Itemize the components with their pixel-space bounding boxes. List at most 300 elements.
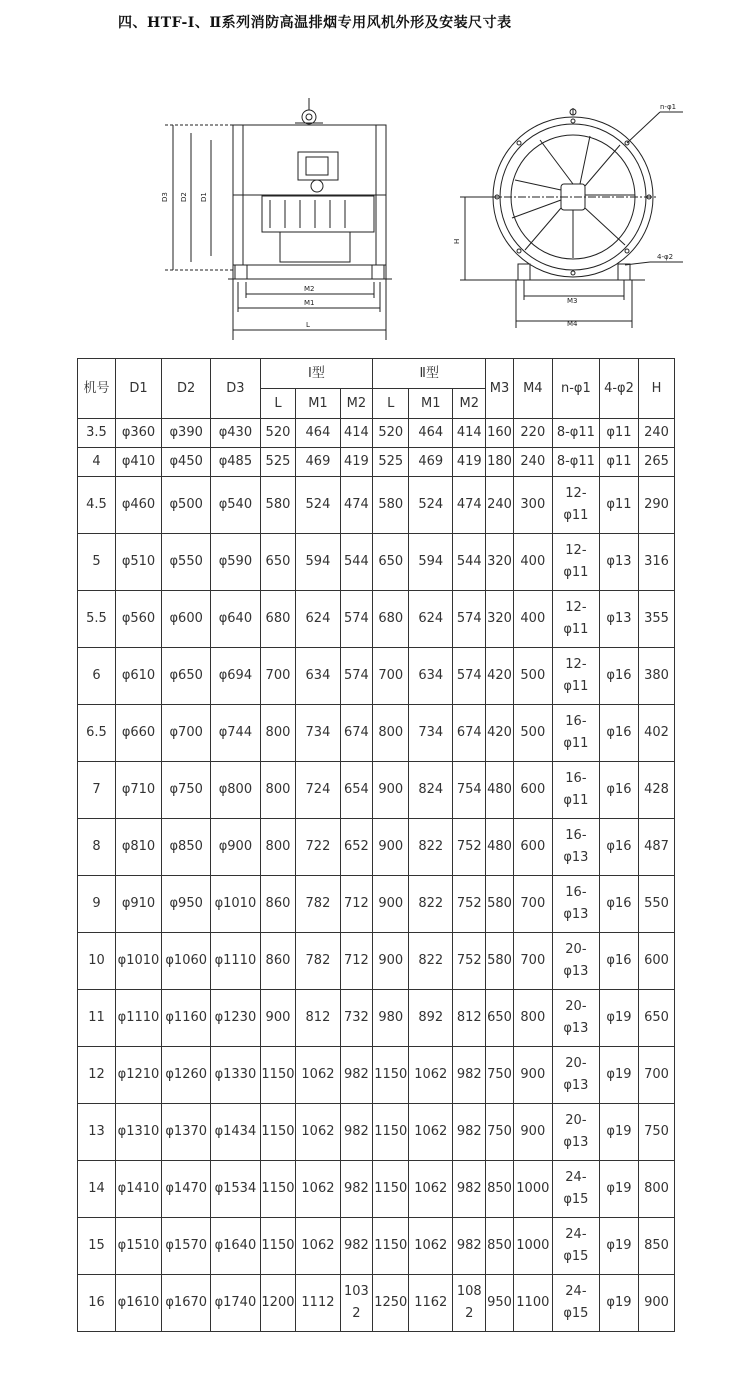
cell-m1a: 734: [296, 705, 340, 762]
cell-m3: 420: [486, 648, 514, 705]
cell-no: 4.5: [78, 477, 116, 534]
cell-m3: 320: [486, 534, 514, 591]
cell-m2a: 654: [340, 762, 373, 819]
cell-n: [552, 933, 599, 990]
cell-d2: φ1060: [162, 933, 211, 990]
cell-n-phi1-diameter: φ11: [563, 679, 589, 694]
table-row: [78, 819, 675, 876]
cell-d1: φ610: [115, 648, 161, 705]
cell-m3: 180: [486, 448, 514, 477]
cell-m1b: 524: [409, 477, 453, 534]
header-h: H: [638, 359, 674, 419]
cell-p2: φ19: [599, 1104, 638, 1161]
cell-n: [552, 419, 599, 448]
cell-n: [552, 819, 599, 876]
cell-d1: φ360: [115, 419, 161, 448]
fan-dimension-drawing: [0, 0, 740, 352]
cell-n-phi1-count: 20-: [565, 999, 587, 1014]
cell-l1: 1150: [260, 1161, 296, 1218]
cell-d1: φ1510: [115, 1218, 161, 1275]
cell-l2: 900: [373, 819, 409, 876]
side-d3-label: D3: [161, 192, 169, 202]
cell-d1: φ660: [115, 705, 161, 762]
cell-m2b: 812: [453, 990, 486, 1047]
cell-h: 900: [638, 1275, 674, 1332]
cell-m3: 750: [486, 1047, 514, 1104]
cell-m4: 220: [513, 419, 552, 448]
cell-n: [552, 1047, 599, 1104]
cell-n-phi1-count: 16-: [565, 828, 587, 843]
cell-n-phi1-count: 20-: [565, 1056, 587, 1071]
cell-n-phi1-diameter: φ13: [563, 850, 589, 865]
table-row: [78, 419, 675, 448]
cell-d1: φ560: [115, 591, 161, 648]
cell-h: 290: [638, 477, 674, 534]
cell-d3: φ744: [211, 705, 260, 762]
cell-d3: φ1330: [211, 1047, 260, 1104]
cell-n-phi1-count: 12-: [565, 657, 587, 672]
cell-m1a: 469: [296, 448, 340, 477]
cell-m2b: 754: [453, 762, 486, 819]
cell-l2: 525: [373, 448, 409, 477]
cell-n: [552, 705, 599, 762]
cell-m1a: 782: [296, 876, 340, 933]
cell-h: 380: [638, 648, 674, 705]
cell-d3: φ900: [211, 819, 260, 876]
cell-l1: 525: [260, 448, 296, 477]
cell-d2: φ750: [162, 762, 211, 819]
cell-l2: 580: [373, 477, 409, 534]
table-row: [78, 1047, 675, 1104]
front-m4-label: M4: [567, 320, 578, 328]
cell-m2a: 652: [340, 819, 373, 876]
header-type1-m1: M1: [296, 389, 340, 419]
cell-p2: φ16: [599, 933, 638, 990]
cell-m2a: 674: [340, 705, 373, 762]
cell-p2: φ11: [599, 448, 638, 477]
cell-l1: 860: [260, 876, 296, 933]
cell-l2: 900: [373, 933, 409, 990]
cell-p2: φ19: [599, 990, 638, 1047]
cell-n-phi1-diameter: φ15: [563, 1249, 589, 1264]
cell-l2: 680: [373, 591, 409, 648]
cell-m1a: 782: [296, 933, 340, 990]
cell-m1a: 1062: [296, 1218, 340, 1275]
cell-m2a: 544: [340, 534, 373, 591]
side-l-label: L: [306, 321, 310, 329]
cell-m1a: 524: [296, 477, 340, 534]
cell-n-phi1-diameter: φ11: [563, 622, 589, 637]
cell-d1: φ1210: [115, 1047, 161, 1104]
cell-m1a: 634: [296, 648, 340, 705]
table-row: [78, 477, 675, 534]
table-row: [78, 705, 675, 762]
cell-d1: φ1010: [115, 933, 161, 990]
cell-n-phi1-count: 16-: [565, 885, 587, 900]
cell-m4: 600: [513, 819, 552, 876]
cell-l1: 700: [260, 648, 296, 705]
header-d1: D1: [115, 359, 161, 419]
cell-d3: φ430: [211, 419, 260, 448]
cell-m4: 400: [513, 534, 552, 591]
cell-m1a: 722: [296, 819, 340, 876]
cell-l1: 860: [260, 933, 296, 990]
cell-n-phi1-count: 16-: [565, 771, 587, 786]
side-m2-label: M2: [304, 285, 315, 293]
cell-l2: 800: [373, 705, 409, 762]
cell-m1b: 892: [409, 990, 453, 1047]
cell-p2: φ16: [599, 819, 638, 876]
cell-n: [552, 762, 599, 819]
cell-p2: φ19: [599, 1161, 638, 1218]
cell-d2: φ550: [162, 534, 211, 591]
cell-n-phi1-count: 8-φ11: [556, 454, 595, 469]
cell-no: 4: [78, 448, 116, 477]
cell-no: 11: [78, 990, 116, 1047]
cell-d2: φ850: [162, 819, 211, 876]
cell-n-phi1-diameter: φ13: [563, 1021, 589, 1036]
cell-m4: 1000: [513, 1161, 552, 1218]
cell-m2b: 419: [453, 448, 486, 477]
cell-h: 265: [638, 448, 674, 477]
cell-m2a: 982: [340, 1218, 373, 1275]
table-row: [78, 1161, 675, 1218]
cell-h: 428: [638, 762, 674, 819]
cell-no: 12: [78, 1047, 116, 1104]
cell-m4: 1000: [513, 1218, 552, 1275]
cell-l1: 520: [260, 419, 296, 448]
table-row: [78, 1275, 675, 1332]
cell-h: 750: [638, 1104, 674, 1161]
cell-h: 550: [638, 876, 674, 933]
cell-l2: 1150: [373, 1161, 409, 1218]
cell-m4: 800: [513, 990, 552, 1047]
cell-d3: φ1110: [211, 933, 260, 990]
cell-p2: φ19: [599, 1047, 638, 1104]
cell-d1: φ910: [115, 876, 161, 933]
cell-d3: φ640: [211, 591, 260, 648]
cell-n: [552, 1161, 599, 1218]
cell-m1b: 464: [409, 419, 453, 448]
cell-m4: 900: [513, 1104, 552, 1161]
cell-l1: 680: [260, 591, 296, 648]
front-view: [460, 108, 683, 328]
cell-p2: φ16: [599, 762, 638, 819]
cell-m2b: 982: [453, 1047, 486, 1104]
front-view-labels: [453, 103, 676, 328]
cell-n-phi1-diameter: φ11: [563, 565, 589, 580]
cell-h: 240: [638, 419, 674, 448]
table-row: [78, 448, 675, 477]
header-model: 机号: [78, 359, 116, 419]
cell-l2: 520: [373, 419, 409, 448]
cell-m1b: 1162: [409, 1275, 453, 1332]
cell-m2a: 574: [340, 648, 373, 705]
cell-m2a: 712: [340, 933, 373, 990]
cell-n-phi1-count: 24-: [565, 1170, 587, 1185]
cell-d2: φ950: [162, 876, 211, 933]
cell-h: 600: [638, 933, 674, 990]
cell-no: 13: [78, 1104, 116, 1161]
table-row: [78, 933, 675, 990]
cell-h: 700: [638, 1047, 674, 1104]
cell-m1b: 822: [409, 819, 453, 876]
cell-d3: φ1230: [211, 990, 260, 1047]
cell-m2a: 982: [340, 1047, 373, 1104]
cell-m2b: 474: [453, 477, 486, 534]
header-m3: M3: [486, 359, 514, 419]
cell-m3: 480: [486, 762, 514, 819]
cell-l1: 580: [260, 477, 296, 534]
header-d3: D3: [211, 359, 260, 419]
header-type2: Ⅱ型: [373, 359, 486, 389]
side-m1-label: M1: [304, 299, 315, 307]
cell-l1: 1150: [260, 1218, 296, 1275]
cell-n-phi1-count: 24-: [565, 1284, 587, 1299]
cell-d1: φ1110: [115, 990, 161, 1047]
header-n-phi1: n-φ1: [552, 359, 599, 419]
front-4-phi2-label: 4-φ2: [657, 253, 674, 261]
header-type2-m2: M2: [453, 389, 486, 419]
side-view: [165, 98, 392, 340]
cell-h: 316: [638, 534, 674, 591]
cell-no: 5.5: [78, 591, 116, 648]
cell-n: [552, 591, 599, 648]
cell-m3: 580: [486, 876, 514, 933]
cell-m4: 400: [513, 591, 552, 648]
cell-l2: 1150: [373, 1047, 409, 1104]
cell-d2: φ450: [162, 448, 211, 477]
cell-m3: 160: [486, 419, 514, 448]
cell-no: 3.5: [78, 419, 116, 448]
cell-m1b: 624: [409, 591, 453, 648]
table-row: [78, 1218, 675, 1275]
cell-m4: 300: [513, 477, 552, 534]
cell-p2: φ16: [599, 648, 638, 705]
table-row: [78, 1104, 675, 1161]
cell-d3: φ540: [211, 477, 260, 534]
side-d1-label: D1: [200, 192, 208, 202]
cell-m2b: 574: [453, 648, 486, 705]
cell-n: [552, 876, 599, 933]
cell-m4: 500: [513, 648, 552, 705]
cell-l1: 900: [260, 990, 296, 1047]
cell-l2: 650: [373, 534, 409, 591]
cell-m2a: 712: [340, 876, 373, 933]
cell-m4: 240: [513, 448, 552, 477]
header-d2: D2: [162, 359, 211, 419]
cell-l2: 700: [373, 648, 409, 705]
table-row: [78, 876, 675, 933]
cell-n-phi1-count: 20-: [565, 942, 587, 957]
cell-p2: φ11: [599, 477, 638, 534]
cell-h: 800: [638, 1161, 674, 1218]
cell-m1b: 824: [409, 762, 453, 819]
cell-d1: φ1310: [115, 1104, 161, 1161]
cell-m1a: 1062: [296, 1104, 340, 1161]
cell-d2: φ1670: [162, 1275, 211, 1332]
cell-p2: φ13: [599, 534, 638, 591]
cell-d3: φ1740: [211, 1275, 260, 1332]
cell-n: [552, 990, 599, 1047]
cell-d2: φ650: [162, 648, 211, 705]
cell-no: 6: [78, 648, 116, 705]
cell-m2b: 574: [453, 591, 486, 648]
cell-n-phi1-diameter: φ13: [563, 907, 589, 922]
cell-d1: φ510: [115, 534, 161, 591]
cell-m2b: 982: [453, 1218, 486, 1275]
cell-m1a: 812: [296, 990, 340, 1047]
cell-l2: 1250: [373, 1275, 409, 1332]
cell-n: [552, 648, 599, 705]
cell-m4: 900: [513, 1047, 552, 1104]
header-4-phi2: 4-φ2: [599, 359, 638, 419]
table-row: [78, 591, 675, 648]
cell-d2: φ1470: [162, 1161, 211, 1218]
cell-m3: 320: [486, 591, 514, 648]
cell-p2: φ11: [599, 419, 638, 448]
cell-m1a: 1062: [296, 1161, 340, 1218]
cell-h: 650: [638, 990, 674, 1047]
cell-d1: φ810: [115, 819, 161, 876]
cell-l2: 1150: [373, 1104, 409, 1161]
cell-n-phi1-count: 12-: [565, 600, 587, 615]
cell-d2: φ700: [162, 705, 211, 762]
cell-no: 10: [78, 933, 116, 990]
page-title: 四、HTF-Ⅰ、Ⅱ系列消防高温排烟专用风机外形及安装尺寸表: [118, 15, 512, 31]
cell-n-phi1-count: 20-: [565, 1113, 587, 1128]
cell-m3: 420: [486, 705, 514, 762]
cell-l1: 800: [260, 762, 296, 819]
cell-l2: 900: [373, 762, 409, 819]
cell-d2: φ1160: [162, 990, 211, 1047]
cell-m3: 850: [486, 1161, 514, 1218]
cell-m1b: 594: [409, 534, 453, 591]
header-type1-m2: M2: [340, 389, 373, 419]
cell-m1b: 822: [409, 933, 453, 990]
cell-m1b: 1062: [409, 1047, 453, 1104]
header-type1-l: L: [260, 389, 296, 419]
cell-d1: φ410: [115, 448, 161, 477]
cell-m4: 500: [513, 705, 552, 762]
cell-m2b: 752: [453, 819, 486, 876]
cell-m1b: 822: [409, 876, 453, 933]
cell-h: 355: [638, 591, 674, 648]
cell-n: [552, 534, 599, 591]
cell-n: [552, 477, 599, 534]
cell-p2: φ16: [599, 705, 638, 762]
cell-n-phi1-diameter: φ15: [563, 1192, 589, 1207]
cell-m3: 480: [486, 819, 514, 876]
cell-m2b: 752: [453, 876, 486, 933]
cell-no: 16: [78, 1275, 116, 1332]
front-m3-label: M3: [567, 297, 578, 305]
cell-no: 15: [78, 1218, 116, 1275]
cell-m1b: 469: [409, 448, 453, 477]
cell-m4: 1100: [513, 1275, 552, 1332]
cell-m2a: 474: [340, 477, 373, 534]
cell-m2a: 982: [340, 1161, 373, 1218]
cell-l1: 1150: [260, 1104, 296, 1161]
cell-m2a: 574: [340, 591, 373, 648]
cell-m2a: 982: [340, 1104, 373, 1161]
cell-m3: 240: [486, 477, 514, 534]
cell-m1a: 624: [296, 591, 340, 648]
cell-no: 7: [78, 762, 116, 819]
cell-m3: 850: [486, 1218, 514, 1275]
cell-d2: φ1260: [162, 1047, 211, 1104]
cell-d3: φ590: [211, 534, 260, 591]
table-row: [78, 648, 675, 705]
cell-m4: 700: [513, 933, 552, 990]
cell-d1: φ1610: [115, 1275, 161, 1332]
cell-h: 487: [638, 819, 674, 876]
cell-n-phi1-diameter: φ13: [563, 964, 589, 979]
cell-l1: 1200: [260, 1275, 296, 1332]
cell-n-phi1-diameter: φ13: [563, 1078, 589, 1093]
header-type1: Ⅰ型: [260, 359, 373, 389]
cell-d3: φ694: [211, 648, 260, 705]
cell-m2b: 752: [453, 933, 486, 990]
cell-n-phi1-diameter: φ15: [563, 1306, 589, 1321]
cell-no: 8: [78, 819, 116, 876]
cell-m2b: 1082: [453, 1275, 486, 1332]
cell-m1a: 464: [296, 419, 340, 448]
cell-m1b: 1062: [409, 1104, 453, 1161]
cell-d1: φ1410: [115, 1161, 161, 1218]
cell-d3: φ1434: [211, 1104, 260, 1161]
cell-d3: φ800: [211, 762, 260, 819]
cell-l2: 900: [373, 876, 409, 933]
cell-p2: φ19: [599, 1218, 638, 1275]
cell-n-phi1-count: 12-: [565, 543, 587, 558]
cell-m3: 650: [486, 990, 514, 1047]
front-n-phi1-label: n-φ1: [660, 103, 677, 111]
cell-m1a: 1112: [296, 1275, 340, 1332]
cell-m1a: 724: [296, 762, 340, 819]
cell-m2a: 414: [340, 419, 373, 448]
cell-m2b: 544: [453, 534, 486, 591]
cell-n: [552, 1218, 599, 1275]
cell-m1a: 594: [296, 534, 340, 591]
cell-d2: φ1370: [162, 1104, 211, 1161]
cell-p2: φ13: [599, 591, 638, 648]
cell-l1: 1150: [260, 1047, 296, 1104]
cell-d2: φ600: [162, 591, 211, 648]
cell-d2: φ1570: [162, 1218, 211, 1275]
cell-l1: 800: [260, 705, 296, 762]
cell-d1: φ710: [115, 762, 161, 819]
cell-n-phi1-diameter: φ11: [563, 508, 589, 523]
cell-l1: 650: [260, 534, 296, 591]
cell-m2a: 732: [340, 990, 373, 1047]
cell-m4: 700: [513, 876, 552, 933]
cell-m2b: 982: [453, 1161, 486, 1218]
cell-m1b: 1062: [409, 1161, 453, 1218]
cell-n: [552, 1275, 599, 1332]
cell-d2: φ390: [162, 419, 211, 448]
cell-n-phi1-diameter: φ13: [563, 1135, 589, 1150]
cell-l2: 1150: [373, 1218, 409, 1275]
cell-m2b: 414: [453, 419, 486, 448]
cell-no: 5: [78, 534, 116, 591]
cell-m2a: 419: [340, 448, 373, 477]
cell-m2a: 1032: [340, 1275, 373, 1332]
cell-n-phi1-diameter: φ11: [563, 793, 589, 808]
cell-p2: φ19: [599, 1275, 638, 1332]
header-type2-m1: M1: [409, 389, 453, 419]
header-type2-l: L: [373, 389, 409, 419]
